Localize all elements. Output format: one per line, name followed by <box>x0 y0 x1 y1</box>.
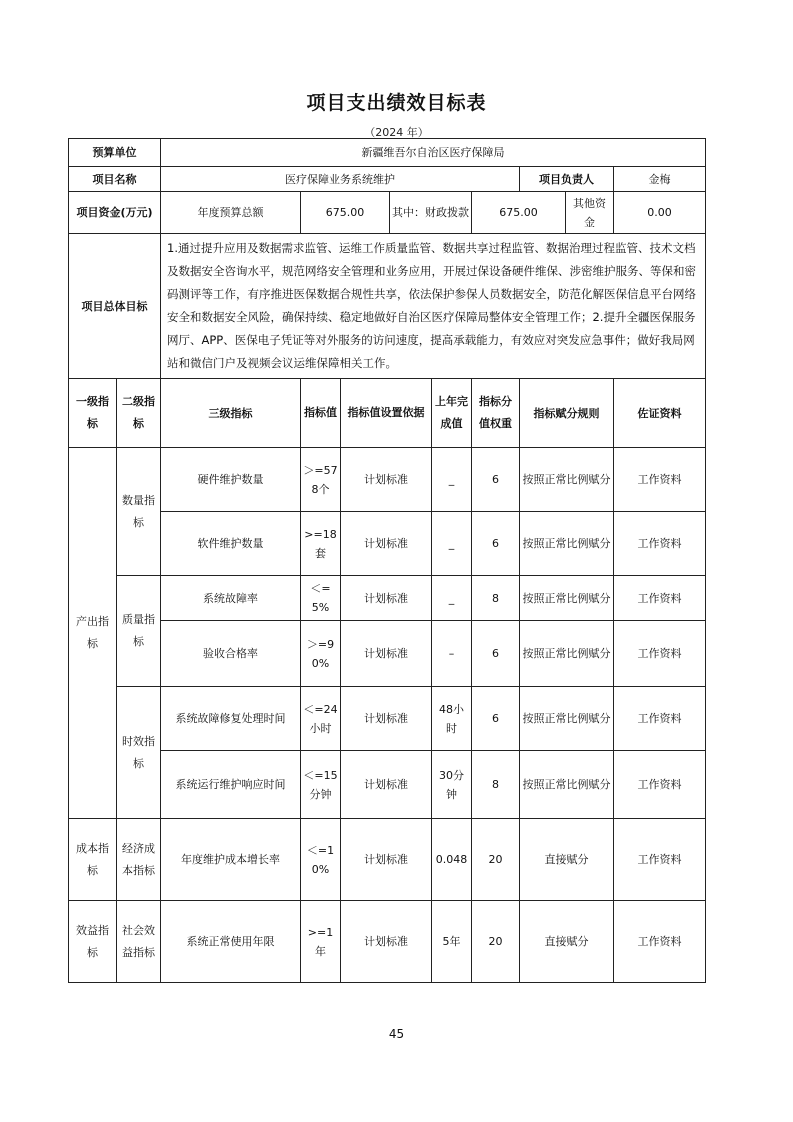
header-weight: 指标分值权重 <box>472 379 520 448</box>
group-economic-cost: 经济成本指标 <box>117 819 161 901</box>
year-label: （2024 年） <box>364 126 429 139</box>
header-level1: 一级指标 <box>69 379 117 448</box>
project-leader-value: 金梅 <box>614 167 706 192</box>
project-funds-row <box>69 192 706 234</box>
budget-unit-value: 新疆维吾尔自治区医疗保障局 <box>161 139 706 167</box>
row-value: ＞=578个 <box>301 448 341 512</box>
row-score: 20 <box>472 901 520 983</box>
row-rule: 按照正常比例赋分 <box>520 512 614 576</box>
other-funds-value: 0.00 <box>614 192 706 234</box>
row-evidence: 工作资料 <box>614 751 706 819</box>
row-rule: 按照正常比例赋分 <box>520 621 614 687</box>
row-rule: 按照正常比例赋分 <box>520 687 614 751</box>
row-name: 验收合格率 <box>161 621 301 687</box>
page-title: 项目支出绩效目标表 <box>306 92 487 114</box>
header-scoring: 指标赋分规则 <box>520 379 614 448</box>
row-score: 20 <box>472 819 520 901</box>
row-evidence: 工作资料 <box>614 448 706 512</box>
fiscal-appropriation-label: 其中：财政拨款 <box>390 192 472 234</box>
page-number: 45 <box>388 1027 405 1041</box>
row-last: _ <box>432 576 472 621</box>
header-level2: 二级指标 <box>117 379 161 448</box>
table-row <box>69 448 706 512</box>
row-score: 6 <box>472 687 520 751</box>
row-evidence: 工作资料 <box>614 687 706 751</box>
row-name: 系统正常使用年限 <box>161 901 301 983</box>
fiscal-appropriation-value: 675.00 <box>472 192 566 234</box>
other-funds-label: 其他资金 <box>566 192 614 234</box>
row-score: 6 <box>472 448 520 512</box>
row-last: 0.048 <box>432 819 472 901</box>
project-name-label: 项目名称 <box>69 167 161 192</box>
row-basis: 计划标准 <box>341 901 432 983</box>
group-social-benefit: 社会效益指标 <box>117 901 161 983</box>
header-indicator-value: 指标值 <box>301 379 341 448</box>
row-rule: 按照正常比例赋分 <box>520 448 614 512</box>
row-value: ＜=10% <box>301 819 341 901</box>
group-cost: 成本指标 <box>69 819 117 901</box>
row-rule: 按照正常比例赋分 <box>520 576 614 621</box>
header-level3: 三级指标 <box>161 379 301 448</box>
row-value: >=1年 <box>301 901 341 983</box>
header-basis: 指标值设置依据 <box>341 379 432 448</box>
row-evidence: 工作资料 <box>614 819 706 901</box>
table-row <box>69 819 706 901</box>
row-evidence: 工作资料 <box>614 576 706 621</box>
row-basis: 计划标准 <box>341 751 432 819</box>
row-basis: 计划标准 <box>341 512 432 576</box>
project-funds-label: 项目资金(万元) <box>69 192 161 234</box>
project-leader-label: 项目负责人 <box>520 167 614 192</box>
row-value: >=18套 <box>301 512 341 576</box>
overall-goal-row <box>69 234 706 379</box>
row-value: ＞=90% <box>301 621 341 687</box>
row-score: 8 <box>472 576 520 621</box>
budget-unit-label: 预算单位 <box>69 139 161 167</box>
row-rule: 直接赋分 <box>520 819 614 901</box>
row-name: 年度维护成本增长率 <box>161 819 301 901</box>
overall-goal-text: 1.通过提升应用及数据需求监管、运维工作质量监管、数据共享过程监管、数据治理过程监管、技术文档及数据安全咨询水平，规范网络安全管理和业务应用，开展过保设备硬件维保、涉密维护服务、等保和密码测评等工作，有序推进医保数据合规性共享，依法保护参保人员数据安全，防范化解医保信息平台网络安全和数据安全风险，确保持续、稳定地做好自治区医疗保障局整体安全管理工作；2.提升全疆医保服务网厅、APP、医保电子凭证等对外服务的访问速度，提高承载能力，有效应对突发应急事件；做好我局网站和微信门户及视频会议运维保障相关工作。 <box>161 234 706 379</box>
table-row <box>69 687 706 751</box>
row-value: ＜=24小时 <box>301 687 341 751</box>
annual-budget-value: 675.00 <box>301 192 390 234</box>
budget-unit-row <box>69 139 706 167</box>
group-quantity: 数量指标 <box>117 448 161 576</box>
header-last-year: 上年完成值 <box>432 379 472 448</box>
row-basis: 计划标准 <box>341 687 432 751</box>
indicator-header-row <box>69 379 706 448</box>
table-row <box>69 512 706 576</box>
row-last: 5年 <box>432 901 472 983</box>
row-evidence: 工作资料 <box>614 901 706 983</box>
performance-table <box>68 138 706 983</box>
row-last: 48小时 <box>432 687 472 751</box>
group-benefit: 效益指标 <box>69 901 117 983</box>
header-evidence: 佐证资料 <box>614 379 706 448</box>
row-value: ＜=5% <box>301 576 341 621</box>
row-score: 8 <box>472 751 520 819</box>
row-name: 系统故障率 <box>161 576 301 621</box>
row-value: ＜=15分钟 <box>301 751 341 819</box>
row-score: 6 <box>472 512 520 576</box>
row-rule: 按照正常比例赋分 <box>520 751 614 819</box>
row-name: 系统故障修复处理时间 <box>161 687 301 751</box>
row-basis: 计划标准 <box>341 819 432 901</box>
group-output: 产出指标 <box>69 448 117 819</box>
row-last: _ <box>432 448 472 512</box>
row-name: 硬件维护数量 <box>161 448 301 512</box>
overall-goal-label: 项目总体目标 <box>69 234 161 379</box>
row-evidence: 工作资料 <box>614 512 706 576</box>
row-last: – <box>432 621 472 687</box>
row-name: 软件维护数量 <box>161 512 301 576</box>
row-basis: 计划标准 <box>341 621 432 687</box>
row-basis: 计划标准 <box>341 576 432 621</box>
row-name: 系统运行维护响应时间 <box>161 751 301 819</box>
row-score: 6 <box>472 621 520 687</box>
row-basis: 计划标准 <box>341 448 432 512</box>
annual-budget-label: 年度预算总额 <box>161 192 301 234</box>
project-name-row <box>69 167 706 192</box>
project-name-value: 医疗保障业务系统维护 <box>161 167 520 192</box>
row-last: _ <box>432 512 472 576</box>
table-row <box>69 751 706 819</box>
row-evidence: 工作资料 <box>614 621 706 687</box>
table-row <box>69 621 706 687</box>
table-row <box>69 576 706 621</box>
row-rule: 直接赋分 <box>520 901 614 983</box>
row-last: 30分钟 <box>432 751 472 819</box>
table-row <box>69 901 706 983</box>
group-quality: 质量指标 <box>117 576 161 687</box>
group-timeliness: 时效指标 <box>117 687 161 819</box>
